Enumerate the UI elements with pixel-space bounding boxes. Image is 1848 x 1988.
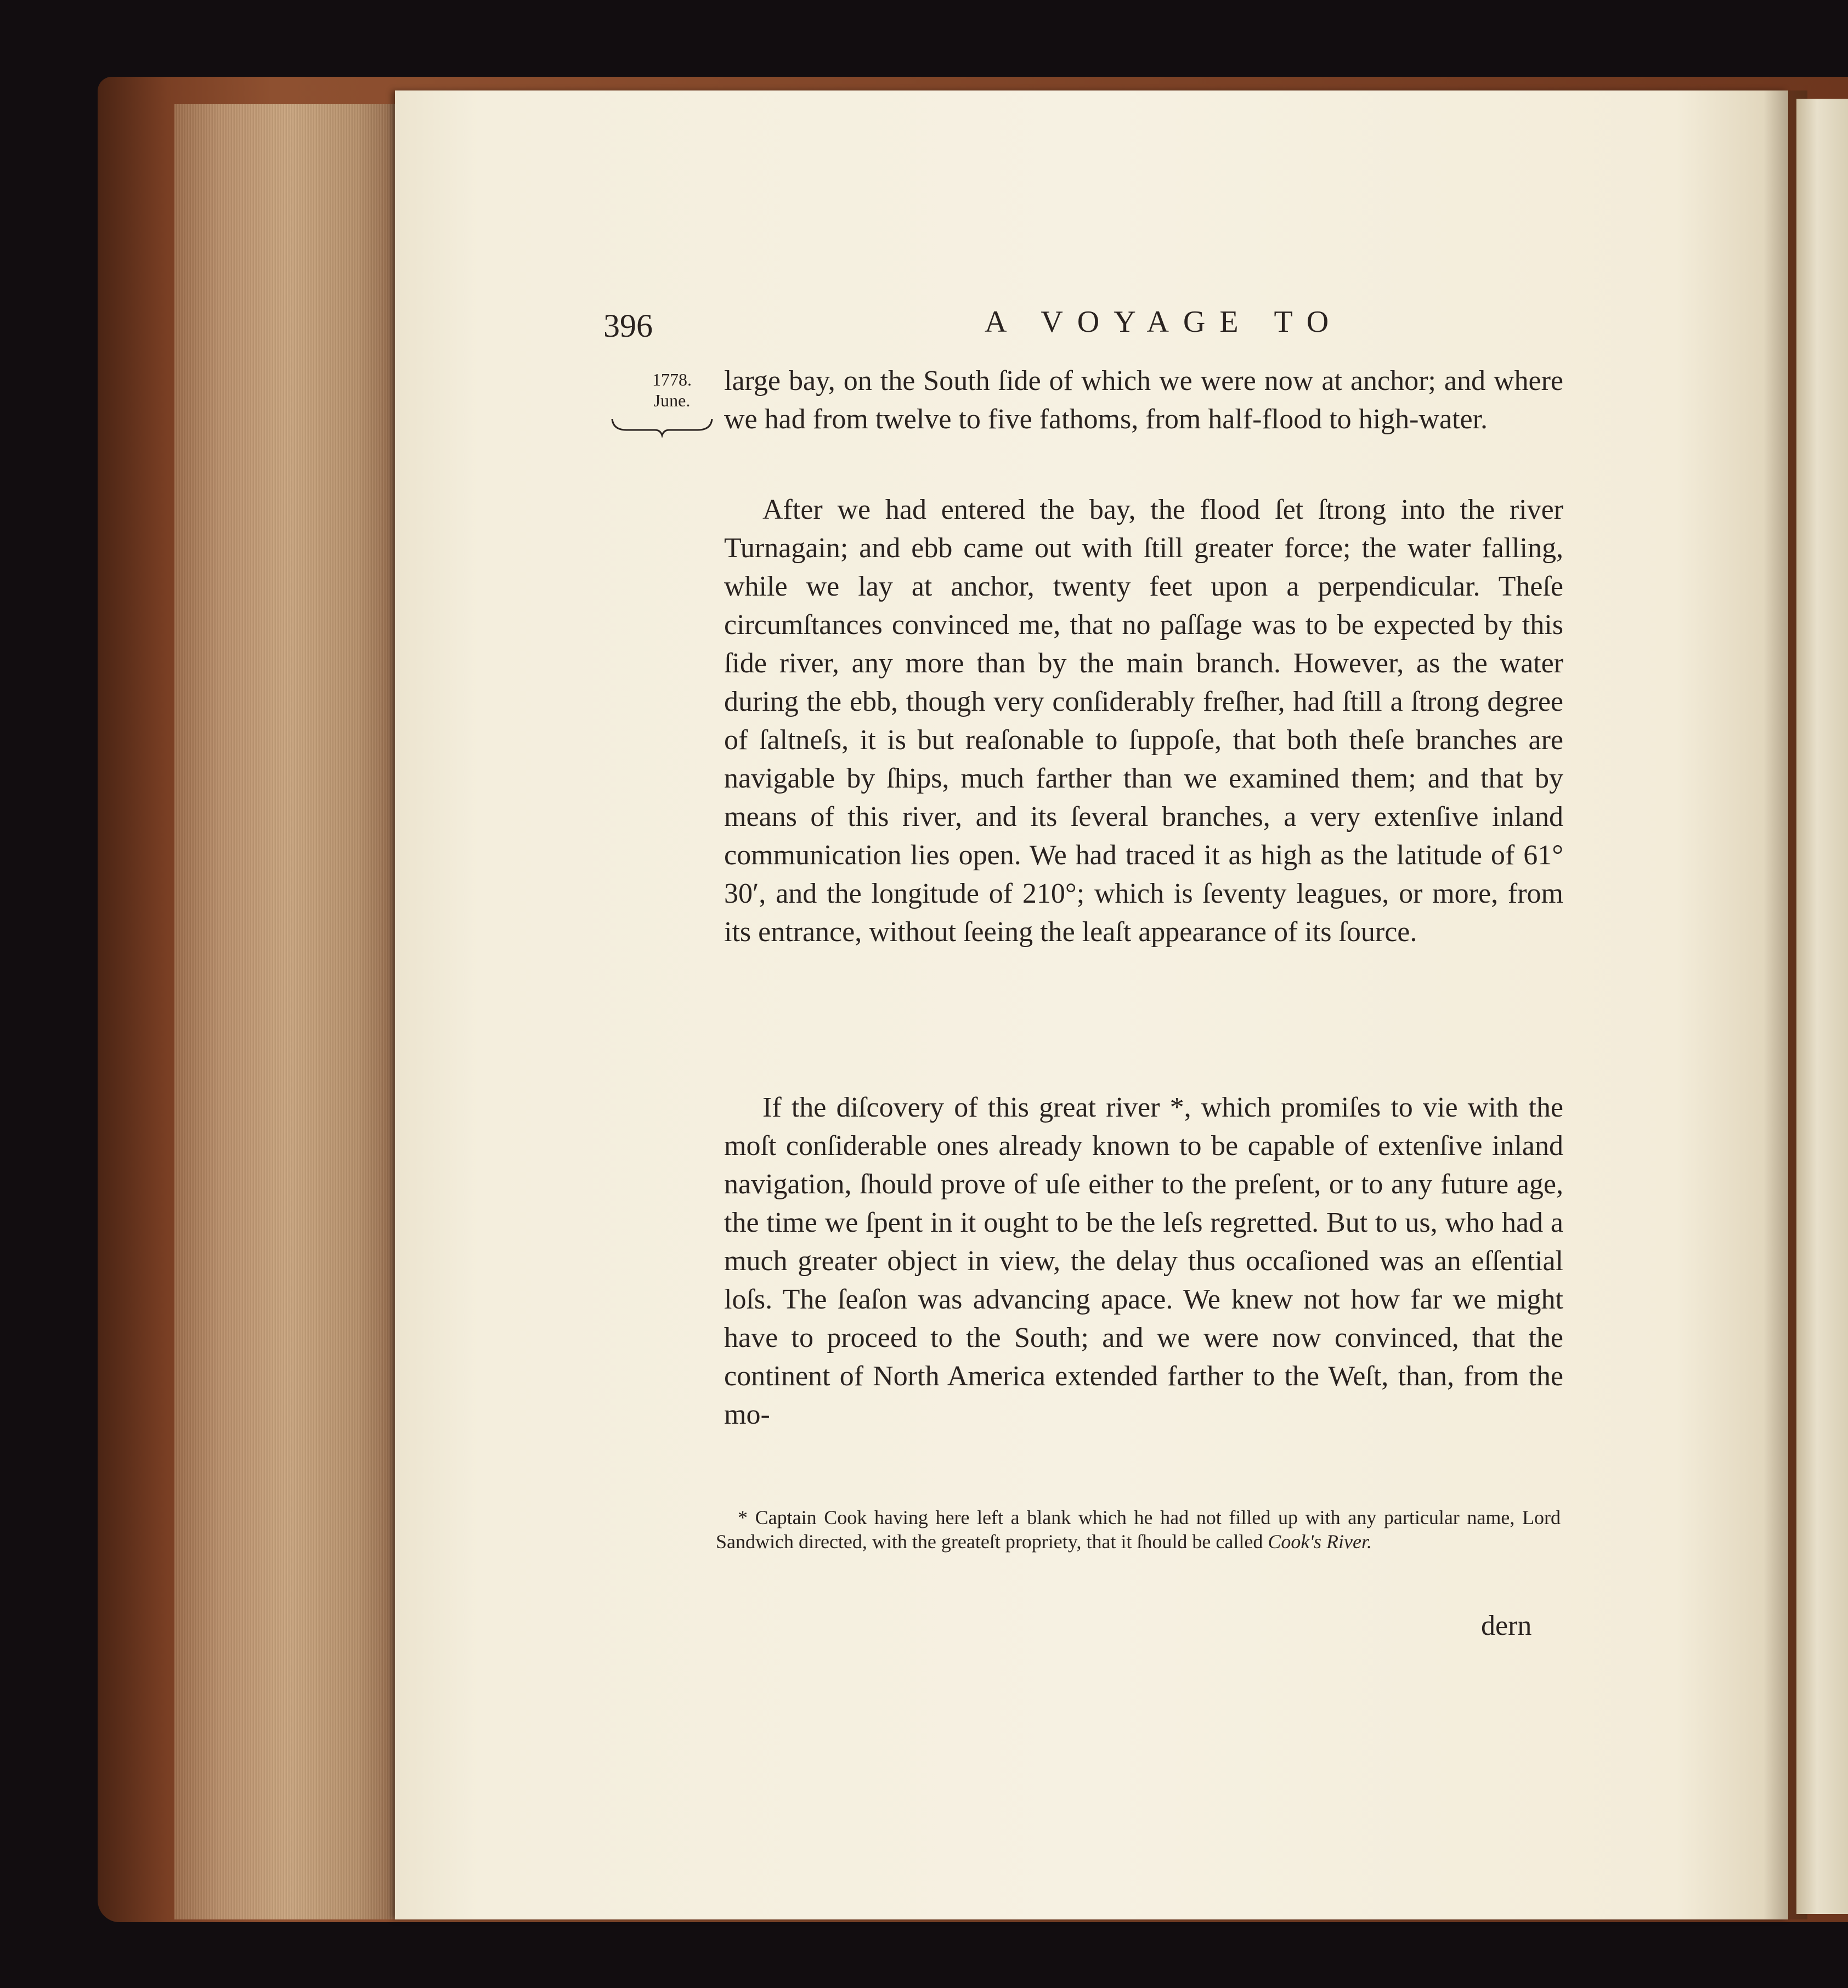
- margin-note-year: 1778.: [652, 370, 692, 389]
- paragraph-3-text: If the diſcovery of this great river *, which promiſes to vie with the moſt conſiderable ones already known to be capable of extenſive inland navigation, ſhould prove of uſe either to the preſent, or to any future age, the time we ſpent in it ought to be the leſs regretted. But to us, who had a much greater object in view, the delay thus occaſioned was an eſſential loſs. The ſeaſon was advancing apace. We knew not how far we might have to proceed to the South; and we were now convinced, that the continent of North America extended farther to the Weſt, than, from the mo-: [724, 1092, 1563, 1430]
- footnote-italic: Cook's River.: [1268, 1531, 1372, 1553]
- paragraph-1: [724, 362, 1563, 439]
- footnote: [716, 1505, 1561, 1554]
- margin-note: [636, 369, 708, 411]
- running-head: A VOYAGE TO: [985, 305, 1343, 339]
- page-number: 396: [603, 308, 653, 344]
- facing-page-edge: [1796, 99, 1848, 1914]
- page-edges: [174, 104, 404, 1919]
- footnote-text: * Captain Cook having here left a blank which he had not filled up with any particular name, Lord Sandwich directed, with the greateſt propriety, that it ſhould be called: [716, 1506, 1561, 1553]
- margin-note-month: June.: [653, 390, 691, 410]
- paragraph-2: [724, 491, 1563, 951]
- paragraph-2-text: After we had entered the bay, the flood ſet ſtrong into the river Turnagain; and ebb came out with ſtill greater force; the water falling, while we lay at anchor, twenty feet upon a perpendicular. Theſe circumſtances convinced me, that no paſſage was to be expected by this ſide river, any more than by the main branch. However, as the water during the ebb, though very conſiderably freſher, had ſtill a ſtrong degree of ſaltneſs, it is but reaſonable to ſuppoſe, that both theſe branches are navigable by ſhips, much farther than we examined them; and that by means of this river, and its ſeveral branches, a very extenſive inland communication lies open. We had traced it as high as the latitude of 61° 30′, and the longitude of 210°; which is ſeventy leagues, or more, from its entrance, without ſeeing the leaſt appearance of its ſource.: [724, 494, 1563, 948]
- paragraph-3: [724, 1089, 1563, 1434]
- catchword: dern: [1481, 1610, 1532, 1641]
- margin-brace-icon: [610, 416, 714, 438]
- paragraph-1-text: large bay, on the South ſide of which we were now at anchor; and where we had from twelve to five fathoms, from half-flood to high-water.: [724, 365, 1563, 435]
